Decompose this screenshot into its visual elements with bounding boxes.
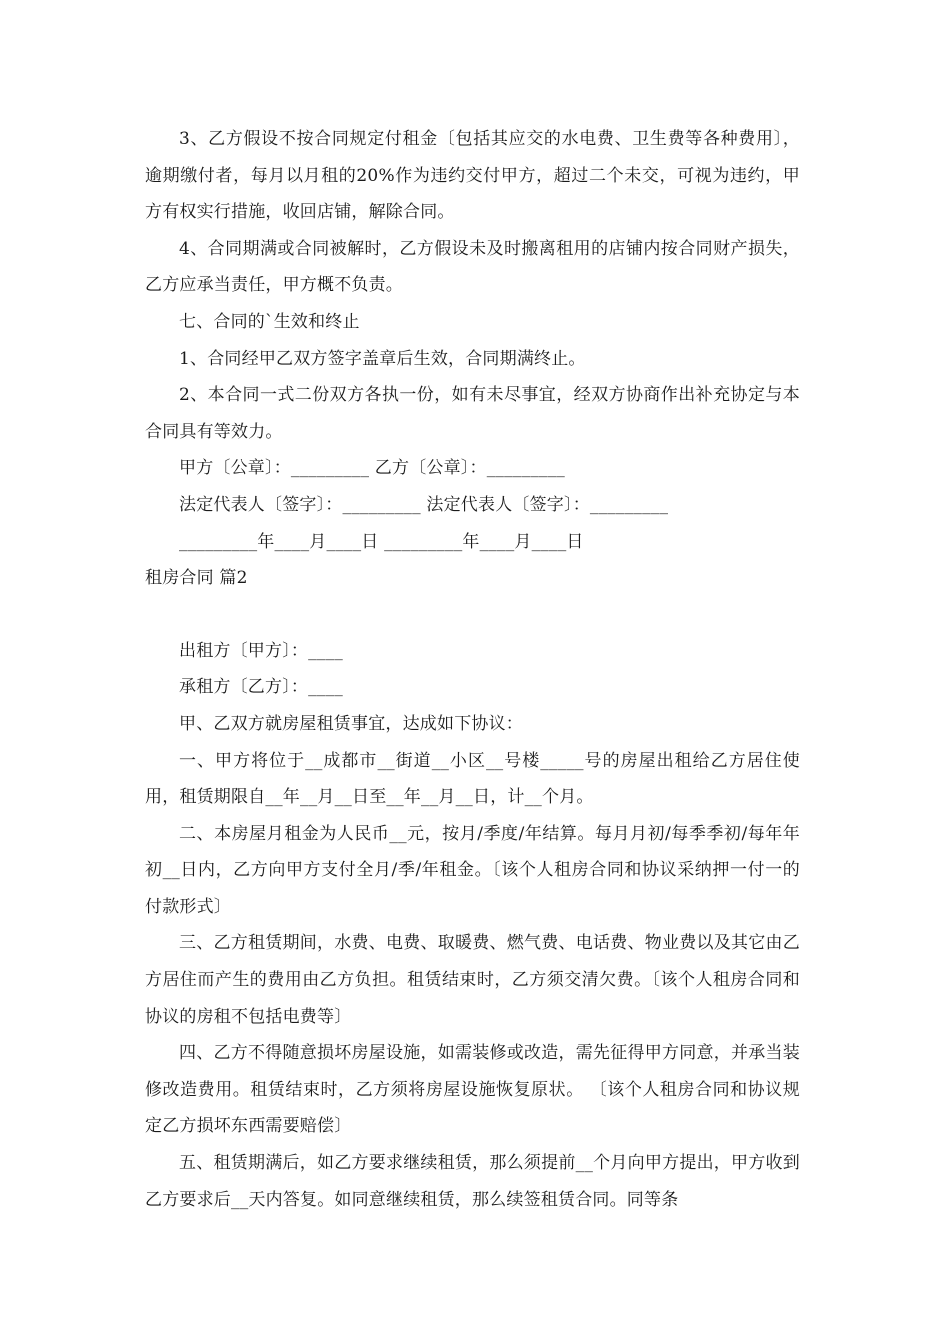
clause-two-rent: 二、本房屋月租金为人民币__元，按月/季度/年结算。每月月初/每季季初/每年年初__日内，乙方向甲方支付全月/季/年租金。〔该个人租房合同和协议采纳押一付一的付款形式〕 bbox=[145, 823, 800, 917]
clause-one-location: 一、甲方将位于__成都市__街道__小区__号楼_____号的房屋出租给乙方居住使用，租赁期限自__年__月__日至__年__月__日，计__个月。 bbox=[145, 750, 800, 808]
section-7-heading: 七、合同的`生效和终止 bbox=[179, 311, 360, 332]
clause-three-fees: 三、乙方租赁期间，水费、电费、取暖费、燃气费、电话费、物业费以及其它由乙方居住而产生的费用由乙方负担。租赁结束时，乙方须交清欠费。〔该个人租房合同和协议的房租不包括电费等〕 bbox=[145, 933, 800, 1027]
agreement-intro: 甲、乙双方就房屋租赁事宜，达成如下协议： bbox=[179, 713, 523, 734]
clause-1-effective: 1、合同经甲乙双方签字盖章后生效，合同期满终止。 bbox=[179, 348, 586, 369]
signature-representative-line: 法定代表人〔签字〕：_________ 法定代表人〔签字〕：_________ bbox=[179, 494, 669, 515]
document-body bbox=[145, 121, 800, 1218]
clause-3-late-rent: 3、乙方假设不按合同规定付租金〔包括其应交的水电费、卫生费等各种费用〕，逾期缴付者，每月以月租的20%作为违约交付甲方，超过二个未交，可视为违约，甲方有权实行措施，收回店铺，解除合同。 bbox=[145, 129, 800, 223]
spacer bbox=[145, 597, 800, 633]
signature-seal-line: 甲方〔公章〕：_________ 乙方〔公章〕：_________ bbox=[179, 458, 566, 479]
clause-2-copies: 2、本合同一式二份双方各执一份，如有未尽事宜，经双方协商作出补充协定与本合同具有等效力。 bbox=[145, 385, 800, 442]
signature-date-line: _________年____月____日 _________年____月____日 bbox=[179, 531, 584, 552]
clause-five-renewal: 五、租赁期满后，如乙方要求继续租赁，那么须提前__个月向甲方提出，甲方收到乙方要求后__天内答复。如同意继续租赁，那么续签租赁合同。同等条 bbox=[145, 1153, 800, 1210]
clause-four-facilities: 四、乙方不得随意损坏房屋设施，如需装修或改造，需先征得甲方同意，并承当装修改造费用。租赁结束时，乙方须将房屋设施恢复原状。 〔该个人租房合同和协议规定乙方损坏东西需要赔偿〕 bbox=[145, 1043, 800, 1137]
lessee-line: 承租方〔乙方〕：____ bbox=[179, 677, 343, 698]
contract-2-heading: 租房合同 篇2 bbox=[145, 568, 248, 589]
clause-4-contract-end: 4、合同期满或合同被解时，乙方假设未及时搬离租用的店铺内按合同财产损失，乙方应承当责任，甲方概不负责。 bbox=[145, 238, 800, 296]
lessor-line: 出租方〔甲方〕：____ bbox=[179, 640, 343, 661]
